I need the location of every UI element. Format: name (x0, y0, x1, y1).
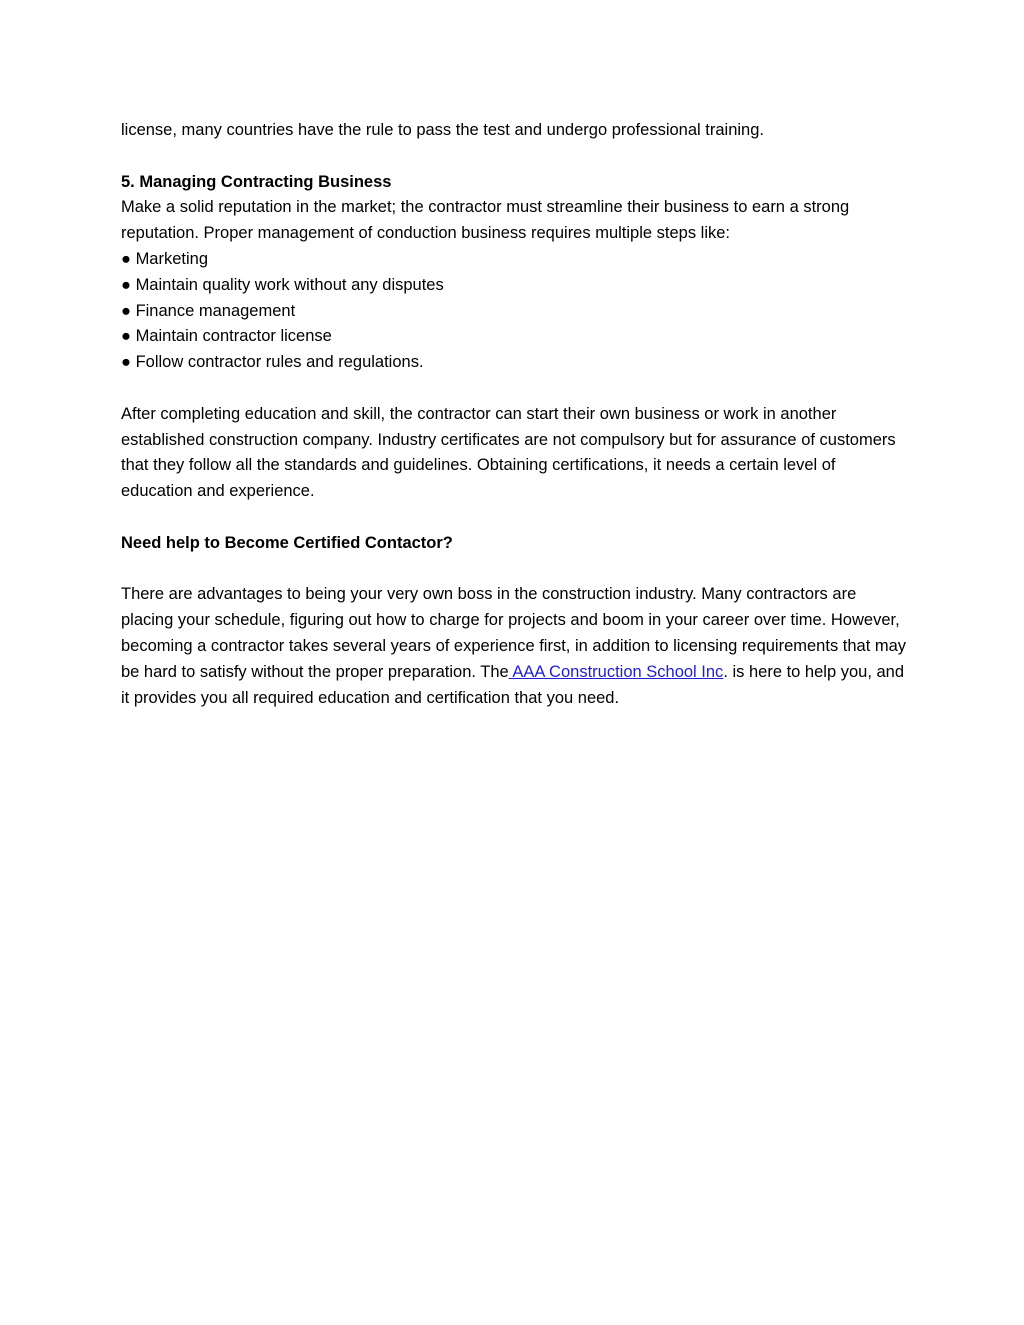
intro-fragment: license, many countries have the rule to pass the test and undergo professional training. (121, 121, 764, 139)
document-body (121, 118, 911, 711)
section-paragraph-managing: Make a solid reputation in the market; the contractor must streamline their business to earn a strong reputation. Proper management of conduction business requires multiple steps like: (121, 198, 850, 243)
help-paragraph (121, 582, 911, 711)
list-item-text: Follow contractor rules and regulations. (135, 353, 424, 372)
list-item-text: Finance management (135, 301, 296, 320)
bullet-icon: ● (121, 353, 131, 372)
section-heading-managing: 5. Managing Contracting Business (121, 172, 392, 191)
list-item (121, 350, 911, 376)
help-heading: Need help to Become Certified Contactor? (121, 533, 453, 552)
list-item (121, 247, 911, 273)
bullet-icon: ● (121, 275, 131, 294)
paragraph-gap (121, 144, 911, 170)
after-paragraph: After completing education and skill, the contractor can start their own business or work in another established construction company. Industry certificates are not compulsory but for assurance of customers that they follow all the standards and guidelines. Obtaining certifications, it needs a certain level of education and experience. (121, 404, 896, 501)
paragraph-gap (121, 557, 911, 583)
list-item-text: Maintain quality work without any disputes (135, 275, 444, 294)
list-item (121, 299, 911, 325)
paragraph-gap (121, 376, 911, 402)
help-paragraph-text: There are advantages to being your very own boss in the construction industry. Many contractors are placing your schedule, figuring out how to charge for projects and boom in your career over time. However, becoming a contractor takes several years of experience first, in addition to licensing requirements that may be hard to satisfy without the proper preparation. The (121, 585, 907, 681)
paragraph-gap (121, 505, 911, 531)
help-paragraph-tail: . is here to help you, and it provides you all required education and certification that you need. (121, 662, 905, 707)
list-item-text: Marketing (135, 249, 209, 268)
list-item (121, 324, 911, 350)
steps-list (121, 247, 911, 376)
list-item (121, 273, 911, 299)
list-item-text: Maintain contractor license (135, 327, 332, 346)
bullet-icon: ● (121, 301, 131, 320)
bullet-icon: ● (121, 327, 131, 346)
aaa-construction-school-link[interactable]: AAA Construction School Inc (508, 662, 724, 681)
bullet-icon: ● (121, 249, 131, 268)
